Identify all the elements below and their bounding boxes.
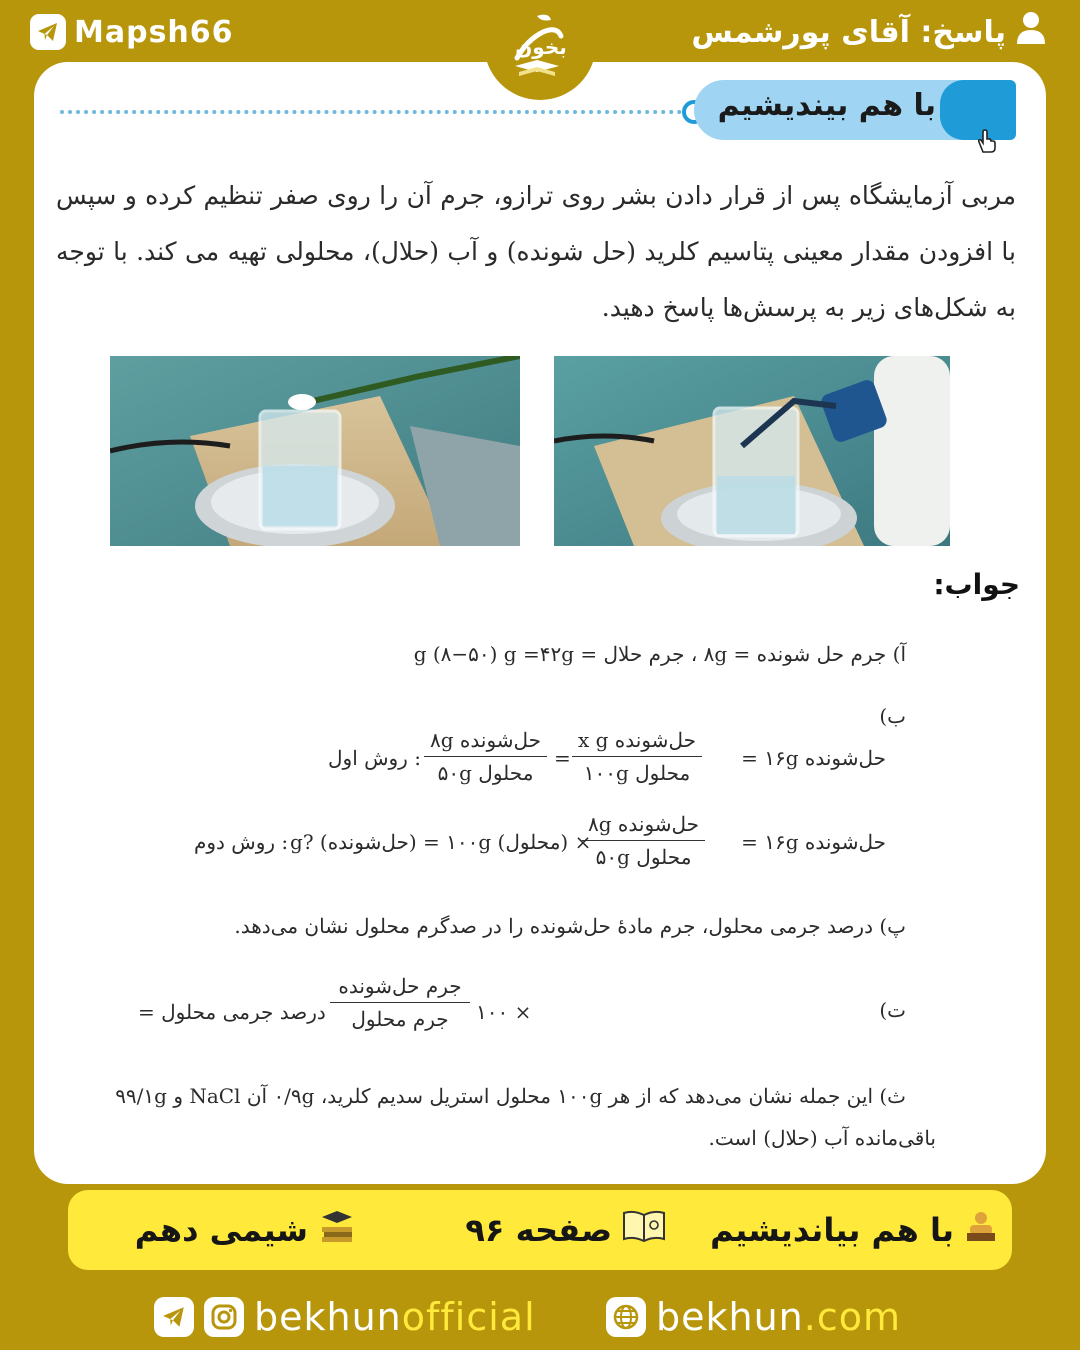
answer-b-label: ب) [879,704,906,728]
footer-bar [68,1190,1012,1270]
intro-paragraph: مربی آزمایشگاه پس از قرار دادن بشر روی ترازو، جرم آن را روی صفر تنظیم کرده و سپس با افزودن مقدار معینی پتاسیم کلرید (حل شونده) و آب (حلال)، محلولی تهیه می کند. با توجه به شکل‌های زیر به پرسش‌ها پاسخ دهید. [56,181,1016,322]
bekhun-logo [484,0,596,100]
website-suffix: .com [803,1295,902,1339]
answer-p: پ) درصد جرمی محلول، جرم مادهٔ حل‌شونده را در صدگرم محلول نشان می‌دهد. [234,914,906,938]
footer-subject [135,1206,356,1254]
answer-by [691,10,1046,54]
telegram-icon [154,1297,194,1337]
method2-left: حل‌شونده ۱۶g = [741,830,886,854]
instagram-handle [254,1295,536,1339]
user-icon [1016,11,1046,53]
graduation-books-icon [318,1209,356,1251]
method1-fraction-1-num: حل‌شونده x g [572,728,702,757]
answer-th-line1: ث) این جمله نشان می‌دهد که از هر ۱۰۰g محلول استریل سدیم کلرید، ۰/۹g آن NaCl و ۹۹/۱g [115,1084,906,1108]
website-prefix: bekhun [656,1295,804,1339]
instagram-prefix: bekhun [254,1295,402,1339]
answer-t-left: درصد جرمی محلول = [138,1000,326,1024]
logo-text: بخون [515,35,567,59]
footer-section-text: با هم بیاندیشیم [710,1211,954,1249]
method2-fraction-den: محلول ۵۰g [595,845,692,869]
photo-adding-solvent [554,356,950,546]
globe-icon [606,1297,646,1337]
telegram-handle[interactable] [30,12,234,52]
method1-left: حل‌شونده ۱۶g = [741,746,886,770]
social-instagram[interactable] [154,1292,536,1342]
footer-subject-text: شیمی دهم [134,1211,308,1249]
answer-t-fraction-den: جرم محلول [351,1007,449,1031]
method1-fraction-1 [572,728,702,785]
teacher-icon [964,1209,998,1251]
section-header [694,80,1016,140]
answer-label: جواب: [933,568,1020,601]
photo-adding-solute [110,356,520,546]
footer-page-text: صفحه ۹۶ [465,1211,612,1249]
answer-a: آ) جرم حل شونده = ۸g ، جرم حلال = g (۸−۵۰) g =۴۲g [413,642,906,666]
method1-fraction-2-den: محلول ۵۰g [437,761,534,785]
method1-fraction-2 [424,728,547,785]
method2-fraction [582,812,705,869]
method1-equals: = [554,746,571,770]
method1-label: : روش اول [328,746,421,770]
method2-fraction-num: حل‌شونده ۸g [582,812,705,841]
social-website[interactable] [606,1292,901,1342]
answer-t-fraction-num: جرم حل‌شونده [330,974,470,1003]
method2-label: : روش دوم [194,830,289,854]
instagram-suffix: official [401,1295,536,1339]
dotted-divider [60,110,682,114]
answer-t-fraction [330,974,470,1031]
content-card [34,62,1046,1184]
footer-page-number [465,1206,666,1254]
section-title: با هم بیندیشیم [717,88,936,123]
open-book-icon [622,1209,666,1251]
method2-right: × (محلول) ۱۰۰g = (حل‌شونده) ?g [290,830,592,854]
instagram-icon [204,1297,244,1337]
telegram-handle-text: Mapsh66 [74,14,234,50]
method1-fraction-1-den: محلول ۱۰۰g [583,761,691,785]
method1-fraction-2-num: حل‌شونده ۸g [424,728,547,757]
pointing-hand-icon [974,128,1000,158]
answer-th-line2: باقی‌مانده آب (حلال) است. [708,1126,936,1150]
website-url [656,1295,901,1339]
footer-section-name [710,1206,998,1254]
answer-t-label: ت) [879,998,906,1022]
answer-by-text: پاسخ: آقای پورشمس [691,14,1006,50]
answer-t-multiplier: × ۱۰۰ [476,1000,532,1024]
telegram-icon [30,14,66,50]
